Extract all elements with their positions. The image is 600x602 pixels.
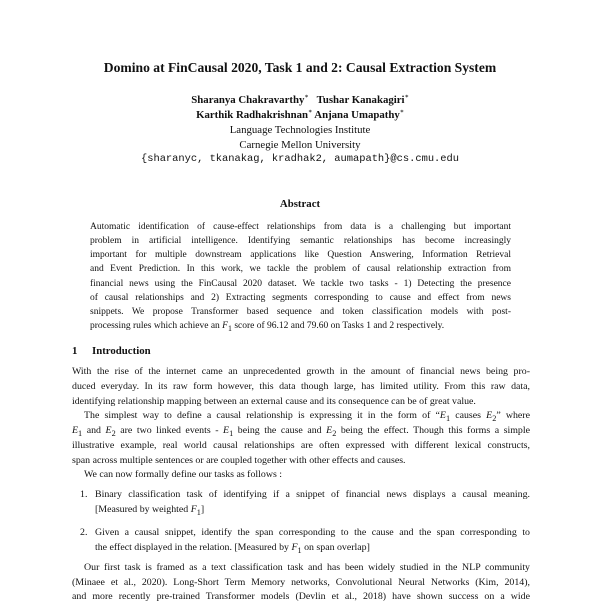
math-var: F: [222, 321, 228, 331]
author-name: Tushar Kanakagiri: [316, 94, 405, 106]
list-line: Given a causal snippet, identify the span corresponding to the cause and the span corresponding to: [95, 527, 530, 538]
author-mark: ∗: [404, 94, 409, 100]
body-line: illustrative example, real world causal relationships are often expressed with different lexical constructs,: [72, 440, 530, 451]
author-mark: ∗: [399, 109, 404, 115]
list-number: 2.: [80, 527, 88, 538]
list-number: 1.: [80, 489, 88, 500]
author-mark: ∗: [308, 109, 313, 115]
section-heading: [72, 345, 151, 357]
body-line: Our first task is framed as a text classification task and has been widely studied in the NLP community: [84, 562, 530, 573]
abstract-line: financial news using the FinCausal 2020 dataset. We tackle two tasks - 1) Detecting the presence: [90, 279, 511, 289]
section-number: 1: [72, 345, 78, 357]
abstract-heading: Abstract: [279, 198, 321, 210]
body-line: and more recently pre-trained Transformer models (Devlin et al., 2018) have shown success on a wide: [72, 591, 530, 602]
section-title: Introduction: [92, 345, 151, 357]
list-line: [Measured by weighted $F_1$]: [95, 504, 205, 517]
author-line-1: [0, 94, 600, 106]
body-line: span across multiple sentences or are coupled together with other effects and causes.: [72, 455, 406, 466]
abstract-line: important for multiple downstream applications like Question Answering, Information Retrieval: [90, 250, 511, 260]
list-line: Binary classification task of identifying if a snippet of financial news displays a causal meaning.: [95, 489, 530, 500]
author-emails: {sharanyc, tkanakag, kradhak2, aumapath}@cs.cmu.edu: [140, 153, 459, 165]
body-line: (Minaee et al., 2020). Long-Short Term Memory networks, Convolutional Neural Networks (Kim, 2014),: [72, 577, 530, 588]
author-name: Anjana Umapathy: [314, 109, 400, 121]
body-line: With the rise of the internet came an unprecedented growth in the amount of financial news being pro-: [72, 366, 530, 377]
abstract-line: snippets. We propose Transformer based sequence and token classification models with post-: [90, 307, 511, 317]
body-line: The simplest way to define a causal relationship is expressing it in the form of “$E_1$ causes $E_2$” where: [84, 410, 530, 423]
author-line-2: [0, 109, 600, 121]
tasks-intro: We can now formally define our tasks as follows :: [84, 469, 283, 480]
body-line: identifying relationship mapping between an external cause and its consequence can be of great value.: [72, 396, 476, 407]
abstract-line: and Event Prediction. In this work, we tackle the problem of causal relationship extraction from: [90, 264, 511, 274]
abstract-line: of causal relationships and 2) Extracting segments corresponding to cause and effect from news: [90, 293, 511, 303]
abstract-line: Automatic identification of cause-effect relationships from data is a challenging but important: [90, 222, 511, 232]
affiliation-institute: Language Technologies Institute: [229, 124, 371, 136]
author-mark: ∗: [304, 94, 309, 100]
affiliation-university: Carnegie Mellon University: [239, 139, 361, 151]
author-name: Sharanya Chakravarthy: [191, 94, 305, 106]
body-line: duced everyday. In its raw form however, this data though large, has limited utility. From this raw data,: [72, 381, 530, 392]
paper-title: Domino at FinCausal 2020, Task 1 and 2: Causal Extraction System: [103, 60, 497, 75]
body-line: $E_1$ and $E_2$ are two linked events - $E_1$ being the cause and $E_2$ being the effect. Though this forms a simple: [72, 425, 530, 438]
abstract-line: problem in artificial intelligence. Identifying semantic relationships has become increasingly: [90, 236, 511, 246]
abstract-line: processing rules which achieve an $F_1$ score of 96.12 and 79.60 on Tasks 1 and 2 respectively.: [90, 321, 445, 333]
list-line: the effect displayed in the relation. [Measured by $F_1$ on span overlap]: [95, 542, 370, 555]
author-name: Karthik Radhakrishnan: [196, 109, 308, 121]
